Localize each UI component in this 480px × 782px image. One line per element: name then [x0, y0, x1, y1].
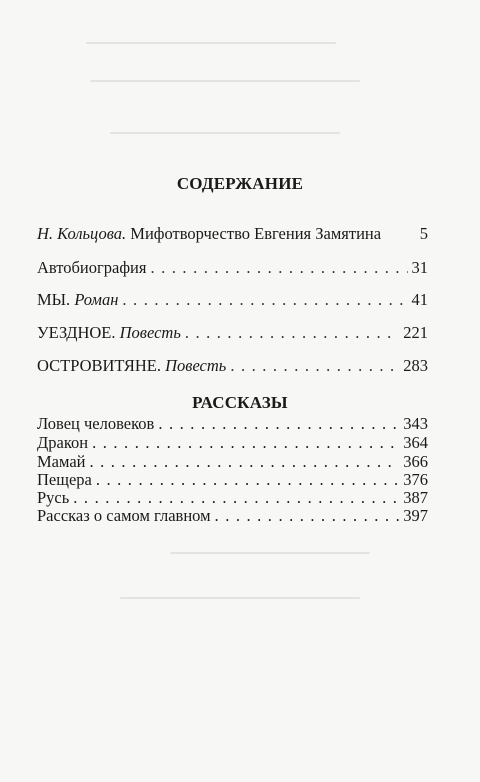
dot-leader	[73, 488, 399, 507]
contents-heading: СОДЕРЖАНИЕ	[176, 174, 304, 193]
toc-entry-title-text: Автобиография	[37, 258, 147, 277]
story-page: 397	[403, 506, 428, 525]
story-title: Ловец человеков	[37, 414, 155, 433]
bleed-through-line	[120, 597, 360, 599]
story-page: 343	[403, 414, 428, 433]
dot-leader	[92, 433, 399, 452]
toc-entry-title	[37, 290, 118, 310]
story-title: Дракон	[37, 433, 89, 452]
bleed-through-line	[110, 132, 340, 134]
story-entry	[37, 414, 428, 433]
story-title: Рассказ о самом главном	[37, 506, 211, 525]
toc-entry-page: 41	[411, 290, 428, 309]
dot-leader	[89, 452, 399, 471]
story-page: 387	[403, 488, 428, 507]
toc-entry-title-text: УЕЗДНОЕ.	[37, 323, 116, 342]
story-entry	[37, 452, 428, 471]
toc-entry-title	[37, 323, 181, 343]
story-entry	[37, 433, 428, 452]
story-page: 376	[403, 470, 428, 489]
dot-leader	[185, 323, 399, 343]
toc-entry-page: 221	[403, 323, 428, 342]
story-entry	[37, 470, 428, 489]
toc-entry-genre: Повесть	[161, 356, 227, 375]
toc-entry-title-text: Мифотворчество Евгения Замятина	[126, 224, 382, 243]
toc-entry	[37, 290, 428, 310]
toc-entry-genre: Роман	[70, 290, 119, 309]
story-page: 366	[403, 452, 428, 471]
toc-entry-page: 283	[403, 356, 428, 375]
story-page: 364	[403, 433, 428, 452]
dot-leader	[150, 258, 407, 278]
dot-leader	[158, 414, 399, 433]
toc-entry-title-text: МЫ.	[37, 290, 71, 309]
toc-entry	[37, 323, 428, 343]
stories-heading: РАССКАЗЫ	[192, 393, 288, 412]
toc-entry-title	[37, 224, 381, 244]
toc-entry-genre: Повесть	[115, 323, 181, 342]
toc-entry-author: Н. Кольцова.	[37, 224, 127, 243]
bleed-through-line	[170, 552, 370, 554]
toc-entry-title	[37, 258, 146, 278]
toc-entry-page: 5	[419, 224, 428, 243]
toc-entry	[37, 258, 428, 278]
story-title: Мамай	[37, 452, 86, 471]
toc-entry-title-text: ОСТРОВИТЯНЕ.	[37, 356, 161, 375]
story-title: Русь	[37, 488, 70, 507]
dot-leader	[122, 290, 407, 310]
toc-entry	[37, 356, 428, 376]
story-entry	[37, 488, 428, 507]
dot-leader	[215, 506, 400, 525]
bleed-through-line	[86, 42, 336, 44]
toc-entry-title	[37, 356, 226, 376]
story-entry	[37, 506, 428, 525]
dot-leader	[230, 356, 399, 376]
story-title: Пещера	[37, 470, 92, 489]
toc-entry-page: 31	[411, 258, 428, 277]
toc-entry	[37, 224, 428, 244]
dot-leader	[96, 470, 399, 489]
bleed-through-line	[90, 80, 360, 82]
